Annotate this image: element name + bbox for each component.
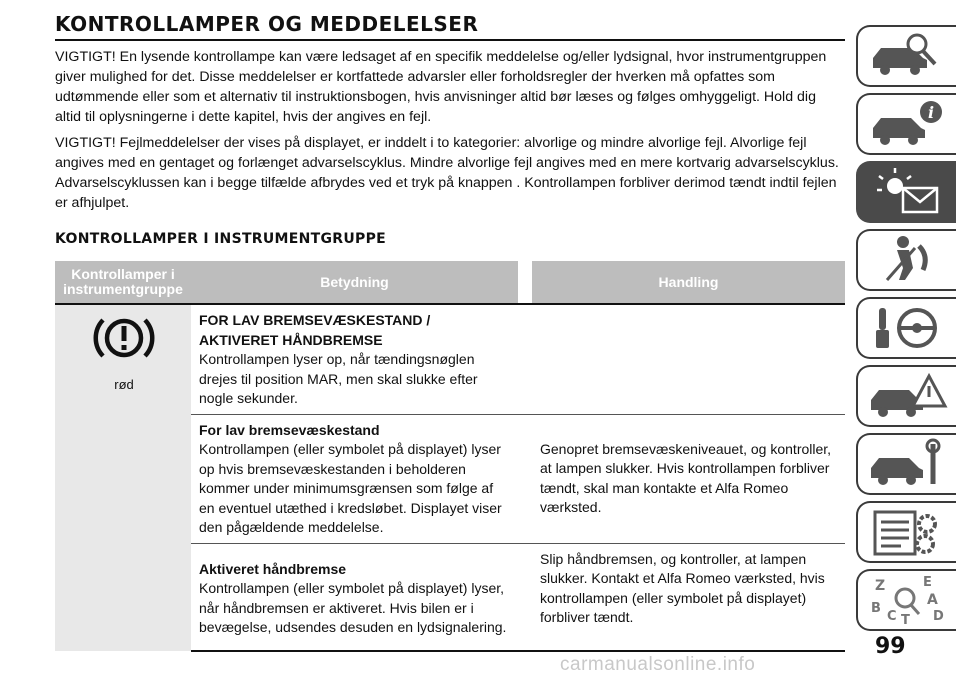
- main-content: [55, 12, 845, 652]
- important-note-2: VIGTIGT! Fejlmeddelelser der vises på displayet, er inddelt i to kategorier: alvorlige og mindre alvorlige fejl. Alvorlige fejl angives med en gentaget og forlænget advarselscyklus. Mindre alvorlige fejl angives med en mere kortvarig advarselscyklus. Advarselscyklussen kan i begge tilfælde afbrydes ved et tryk på knappen . Kontrollampen forbliver derimod tændt indtil fejlen er afhjulpet.: [55, 135, 839, 211]
- brake-warning-icon: [93, 311, 155, 365]
- svg-text:Z: Z: [875, 578, 886, 594]
- row-meaning: Kontrollampen lyser op, når tændingsnøglen drejes til position MAR, men skal slukke efter nogle sekunder.: [199, 351, 478, 406]
- row-meaning: Kontrollampen (eller symbolet på displayet) lyser op hvis bremsevæskestanden i beholderen kommer under minimumsgrænsen som følge af en eventuel utæthed i kredsløbet. Displayet viser den pågældende meddelelse.: [199, 441, 502, 535]
- tab-index[interactable]: [856, 569, 956, 631]
- chapter-sidebar: [856, 25, 960, 637]
- svg-text:C: C: [887, 609, 897, 624]
- lamp-cell: [55, 304, 191, 651]
- tab-technical-data[interactable]: [856, 501, 956, 563]
- car-emergency-icon: [865, 370, 949, 422]
- svg-text:T: T: [901, 613, 910, 626]
- car-maintenance-icon: [865, 438, 949, 490]
- action-cell: Genopret bremsevæskeniveauet, og kontroller, at lampen slukker. Hvis kontrollampen forbliver tændt, skal man kontakte et Alfa Romeo værksted.: [532, 414, 845, 543]
- tab-warning-lights[interactable]: [856, 161, 956, 223]
- row-title: For lav bremsevæskestand: [199, 421, 380, 438]
- svg-text:i: i: [927, 103, 935, 122]
- table-row: [55, 304, 845, 414]
- warning-light-message-icon: [865, 166, 949, 218]
- header-lamp: Kontrollamper i instrumentgruppe: [55, 261, 191, 304]
- page-number: 99: [875, 634, 906, 659]
- row-title: Aktiveret håndbremse: [199, 560, 347, 577]
- action-cell: Slip håndbremsen, og kontroller, at lampen slukker. Kontakt et Alfa Romeo værksted, hvis kontrollampen (eller symbolet på displayet) forbliver tændt.: [532, 543, 845, 651]
- meaning-cell: [191, 543, 518, 651]
- airbag-seat-icon: [865, 234, 949, 286]
- tab-safety[interactable]: [856, 229, 956, 291]
- lamp-color-label: rød: [114, 376, 134, 392]
- tab-starting-driving[interactable]: [856, 297, 956, 359]
- tab-car-search[interactable]: [856, 25, 956, 87]
- important-note-1: VIGTIGT! En lysende kontrollampe kan være ledsaget af en specifik meddelelse og/eller lydsignal, hvor instrumentgruppen giver mulighed for det. Disse meddelelser er kortfattede advarsler eller forholdsregler der hverken må opfattes som udtømmende eller som et alternativ til instruktionsbogen, hvis anvisninger altid bør læses og følges omhyggeligt. Hold dig altid til oplysningerne i dette kapitel, hvis der angives en fejl.: [55, 49, 827, 125]
- svg-text:A: A: [927, 592, 938, 608]
- svg-text:B: B: [871, 601, 881, 616]
- page-heading: KONTROLLAMPER OG MEDDELELSER: [55, 12, 845, 41]
- car-info-icon: [865, 98, 949, 150]
- car-search-icon: [865, 30, 949, 82]
- row-title: FOR LAV BREMSEVÆSKESTAND / AKTIVERET HÅNDBREMSE: [199, 312, 431, 348]
- action-cell: [532, 304, 845, 414]
- svg-text:E: E: [923, 575, 932, 590]
- svg-text:D: D: [933, 609, 944, 624]
- watermark: carmanualsonline.info: [560, 654, 756, 675]
- row-meaning: Kontrollampen (eller symbolet på displayet) lyser, når håndbremsen er aktiveret. Hvis bilen er i bevægelse, udsendes desuden en lydsignalering.: [199, 580, 507, 635]
- header-action: Handling: [532, 261, 845, 304]
- key-steering-wheel-icon: [865, 302, 949, 354]
- warning-lamps-table: [55, 261, 845, 652]
- alphabetical-index-icon: [865, 574, 949, 626]
- tab-car-info[interactable]: [856, 93, 956, 155]
- header-meaning: Betydning: [191, 261, 518, 304]
- meaning-cell: [191, 304, 518, 414]
- meaning-cell: [191, 414, 518, 543]
- section-subheading: KONTROLLAMPER I INSTRUMENTGRUPPE: [55, 231, 387, 247]
- technical-data-icon: [865, 506, 949, 558]
- tab-maintenance[interactable]: [856, 433, 956, 495]
- tab-emergency[interactable]: [856, 365, 956, 427]
